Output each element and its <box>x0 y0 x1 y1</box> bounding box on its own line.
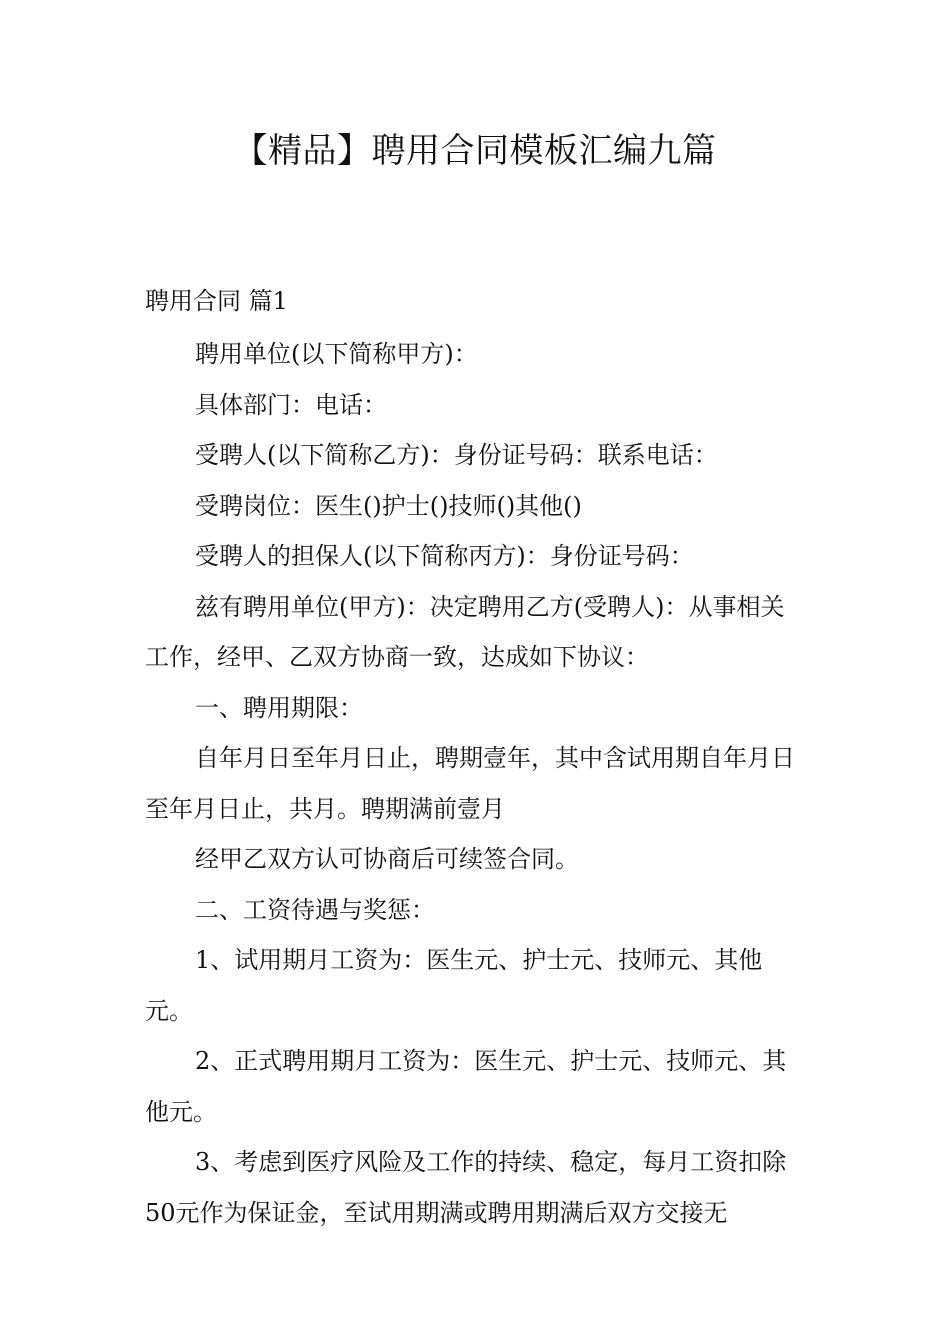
paragraph-formal-salary: 2、正式聘用期月工资为：医生元、护士元、技师元、其他元。 <box>145 1047 787 1126</box>
paragraph-department: 具体部门：电话： <box>195 390 387 419</box>
paragraph-preamble: 兹有聘用单位(甲方)：决定聘用乙方(受聘人)：从事相关工作，经甲、乙双方协商一致，达成如下协议： <box>145 592 785 671</box>
paragraph-guarantor: 受聘人的担保人(以下简称丙方)：身份证号码： <box>195 542 694 570</box>
document-title: 【精品】聘用合同模板汇编九篇 <box>233 131 717 171</box>
paragraph-term-detail: 自年月日至年月日止，聘期壹年，其中含试用期自年月日至年月日止，共月。聘期满前壹月 <box>145 744 795 823</box>
paragraph-probation-salary: 1、试用期月工资为：医生元、护士元、技师元、其他元。 <box>145 946 763 1025</box>
paragraph-position: 受聘岗位：医生()护士()技师()其他() <box>195 491 582 520</box>
section-heading: 聘用合同 篇1 <box>145 287 288 315</box>
paragraph-employee: 受聘人(以下简称乙方)：身份证号码：联系电话： <box>195 441 718 469</box>
paragraph-employer: 聘用单位(以下简称甲方)： <box>195 340 478 368</box>
paragraph-term-heading: 一、聘用期限： <box>195 693 363 722</box>
paragraph-salary-heading: 二、工资待遇与奖惩： <box>195 895 435 924</box>
paragraph-deposit: 3、考虑到医疗风险及工作的持续、稳定，每月工资扣除50元作为保证金，至试用期满或聘用期满后双方交接无 <box>145 1148 787 1227</box>
contract-body <box>145 329 807 1238</box>
paragraph-renewal: 经甲乙双方认可协商后可续签合同。 <box>195 845 579 873</box>
